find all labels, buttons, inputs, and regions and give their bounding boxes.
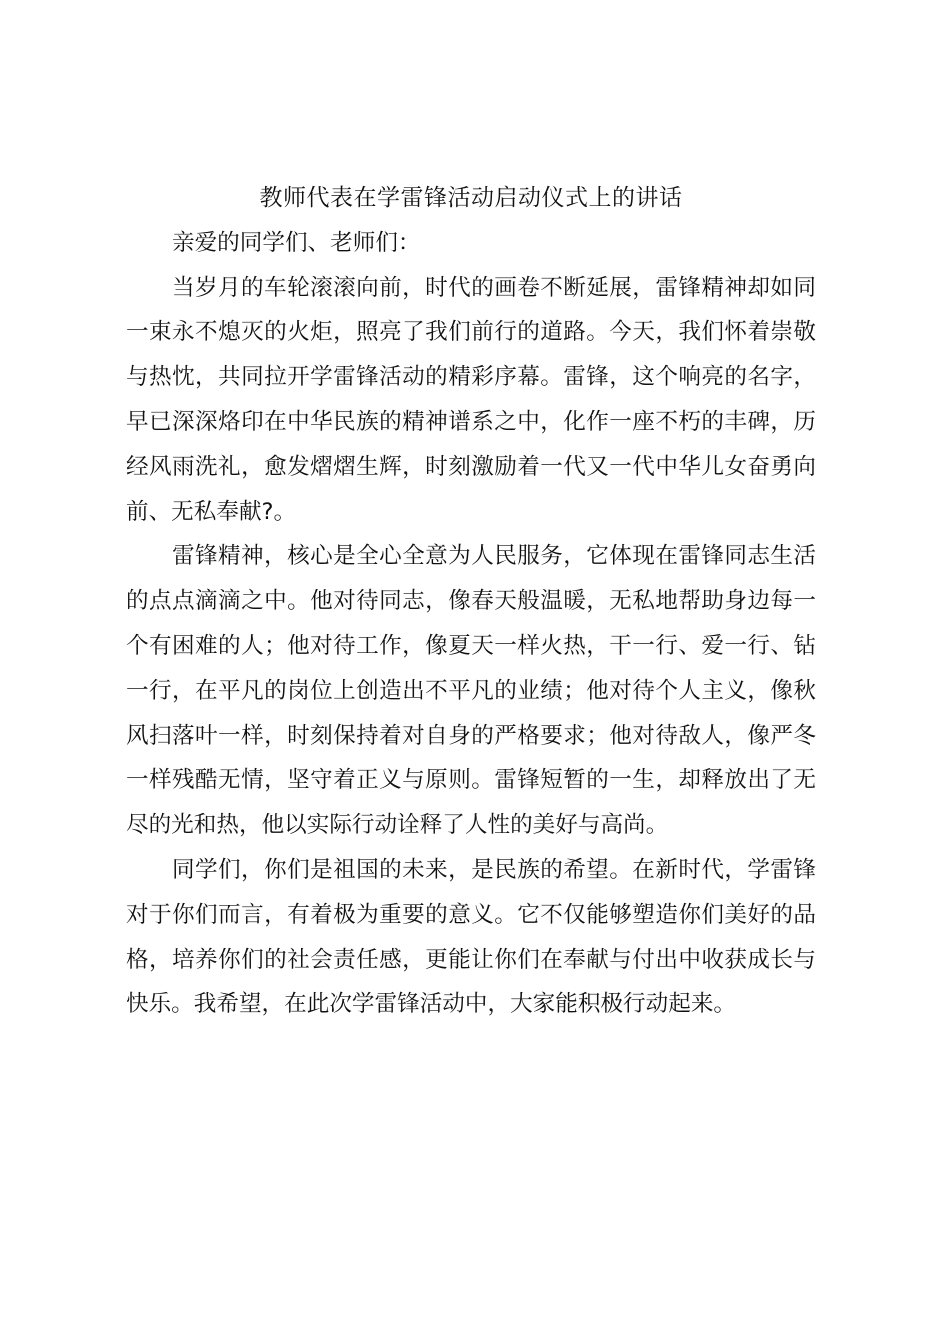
document-title: 教师代表在学雷锋活动启动仪式上的讲话	[259, 185, 683, 211]
document-body	[126, 176, 816, 1027]
salutation: 亲爱的同学们、老师们：	[172, 229, 421, 256]
paragraph-3: 同学们，你们是祖国的未来，是民族的希望。在新时代，学雷锋对于你们而言，有着极为重要的意义。它不仅能够塑造你们美好的品格，培养你们的社会责任感，更能让你们在奉献与付出中收获成长与快乐。我希望，在此次学雷锋活动中，大家能积极行动起来。	[126, 856, 816, 1018]
paragraph-1: 当岁月的车轮滚滚向前，时代的画卷不断延展，雷锋精神却如同一束永不熄灭的火炬，照亮了我们前行的道路。今天，我们怀着崇敬与热忱，共同拉开学雷锋活动的精彩序幕。雷锋，这个响亮的名字，早已深深烙印在中华民族的精神谱系之中，化作一座不朽的丰碑，历经风雨洗礼，愈发熠熠生辉，时刻激励着一代又一代中华儿女奋勇向前、无私奉献?。	[126, 274, 816, 525]
paragraph-2: 雷锋精神，核心是全心全意为人民服务，它体现在雷锋同志生活的点点滴滴之中。他对待同志，像春天般温暖，无私地帮助身边每一个有困难的人；他对待工作，像夏天一样火热，干一行、爱一行、钻一行，在平凡的岗位上创造出不平凡的业绩；他对待个人主义，像秋风扫落叶一样，时刻保持着对自身的严格要求；他对待敌人，像严冬一样残酷无情，坚守着正义与原则。雷锋短暂的一生，却释放出了无尽的光和热，他以实际行动诠释了人性的美好与高尚。	[126, 543, 816, 839]
